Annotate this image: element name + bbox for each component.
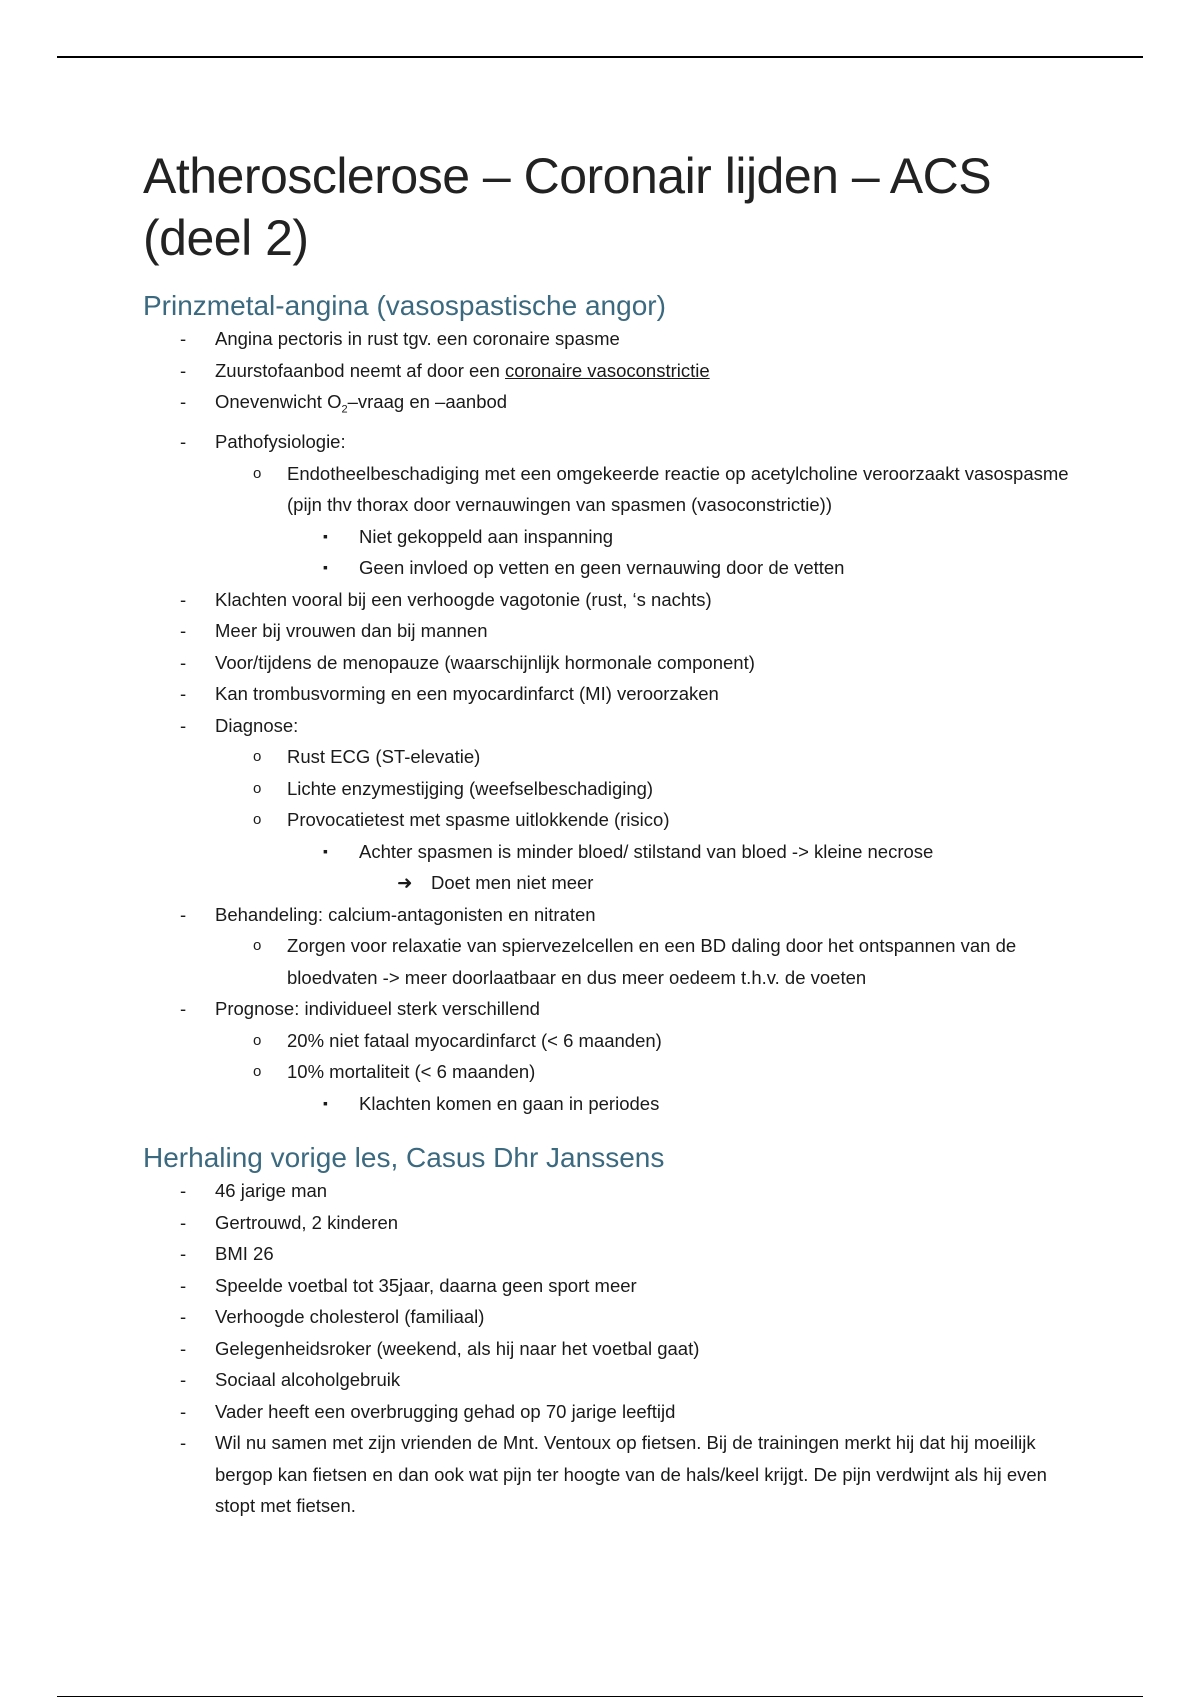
page-title: Atherosclerose – Coronair lijden – ACS (deel 2) — [143, 148, 992, 266]
section-heading-casus: Herhaling vorige les, Casus Dhr Janssens — [143, 1142, 665, 1174]
list-item: - Verhoogde cholesterol (familiaal) — [143, 1301, 1083, 1333]
list-item: - Gertrouwd, 2 kinderen — [143, 1207, 1083, 1239]
list-item: o Endotheelbeschadiging met een omgekeerde reactie op acetylcholine veroorzaakt vasospasme (pijn thv thorax door vernauwingen van spasmen (vasoconstrictie)) — [143, 458, 1083, 521]
list-item: - Klachten vooral bij een verhoogde vagotonie (rust, ‘s nachts) — [143, 584, 1083, 616]
list-item: - Behandeling: calcium-antagonisten en nitraten — [143, 899, 1083, 931]
list-item: - Sociaal alcoholgebruik — [143, 1364, 1083, 1396]
list-item: o Zorgen voor relaxatie van spiervezelcellen en een BD daling door het ontspannen van de bloedvaten -> meer doorlaatbaar en dus meer oedeem t.h.v. de voeten — [143, 930, 1083, 993]
list-item: ▪ Niet gekoppeld aan inspanning — [143, 521, 1083, 553]
list-item: o Lichte enzymestijging (weefselbeschadiging) — [143, 773, 1083, 805]
footer-rule — [57, 1696, 1143, 1697]
list-item: - Prognose: individueel sterk verschillend — [143, 993, 1083, 1025]
list-item: - Diagnose: — [143, 710, 1083, 742]
list-item: - BMI 26 — [143, 1238, 1083, 1270]
list-item: - Vader heeft een overbrugging gehad op 70 jarige leeftijd — [143, 1396, 1083, 1428]
list-item: ➜ Doet men niet meer — [143, 867, 1083, 899]
list-item: - Onevenwicht $O_2$–vraag en –aanbod — [143, 386, 1083, 426]
list-item: - Speelde voetbal tot 35jaar, daarna geen sport meer — [143, 1270, 1083, 1302]
casus-list — [143, 1175, 1083, 1522]
underlined-term: coronaire vasoconstrictie — [505, 359, 710, 381]
list-item: - Voor/tijdens de menopauze (waarschijnlijk hormonale component) — [143, 647, 1083, 679]
list-item: o Rust ECG (ST-elevatie) — [143, 741, 1083, 773]
section-heading-prinzmetal: Prinzmetal-angina (vasospastische angor) — [143, 290, 666, 321]
document-page — [143, 145, 1083, 1522]
header-rule — [57, 56, 1143, 58]
list-item: o 20% niet fataal myocardinfarct (< 6 maanden) — [143, 1025, 1083, 1057]
list-item: - Pathofysiologie: — [143, 426, 1083, 458]
list-item: - Meer bij vrouwen dan bij mannen — [143, 615, 1083, 647]
list-item: - Angina pectoris in rust tgv. een coronaire spasme — [143, 323, 1083, 355]
list-item: ▪ Achter spasmen is minder bloed/ stilstand van bloed -> kleine necrose — [143, 836, 1083, 868]
list-item: - Kan trombusvorming en een myocardinfarct (MI) veroorzaken — [143, 678, 1083, 710]
list-item: o 10% mortaliteit (< 6 maanden) — [143, 1056, 1083, 1088]
list-item: - 46 jarige man — [143, 1175, 1083, 1207]
list-item: - Wil nu samen met zijn vrienden de Mnt. Ventoux op fietsen. Bij de trainingen merkt hij dat hij moeilijk bergop kan fietsen en dan ook wat pijn ter hoogte van de hals/keel krijgt. De pijn verdwijnt als hij even stopt met fietsen. — [143, 1427, 1083, 1522]
prinzmetal-list — [143, 323, 1083, 1119]
list-item: o Provocatietest met spasme uitlokkende (risico) — [143, 804, 1083, 836]
list-item: ▪ Klachten komen en gaan in periodes — [143, 1088, 1083, 1120]
list-item: - Gelegenheidsroker (weekend, als hij naar het voetbal gaat) — [143, 1333, 1083, 1365]
list-item: ▪ Geen invloed op vetten en geen vernauwing door de vetten — [143, 552, 1083, 584]
list-item: - Zuurstofaanbod neemt af door een coronaire vasoconstrictie — [143, 355, 1083, 387]
